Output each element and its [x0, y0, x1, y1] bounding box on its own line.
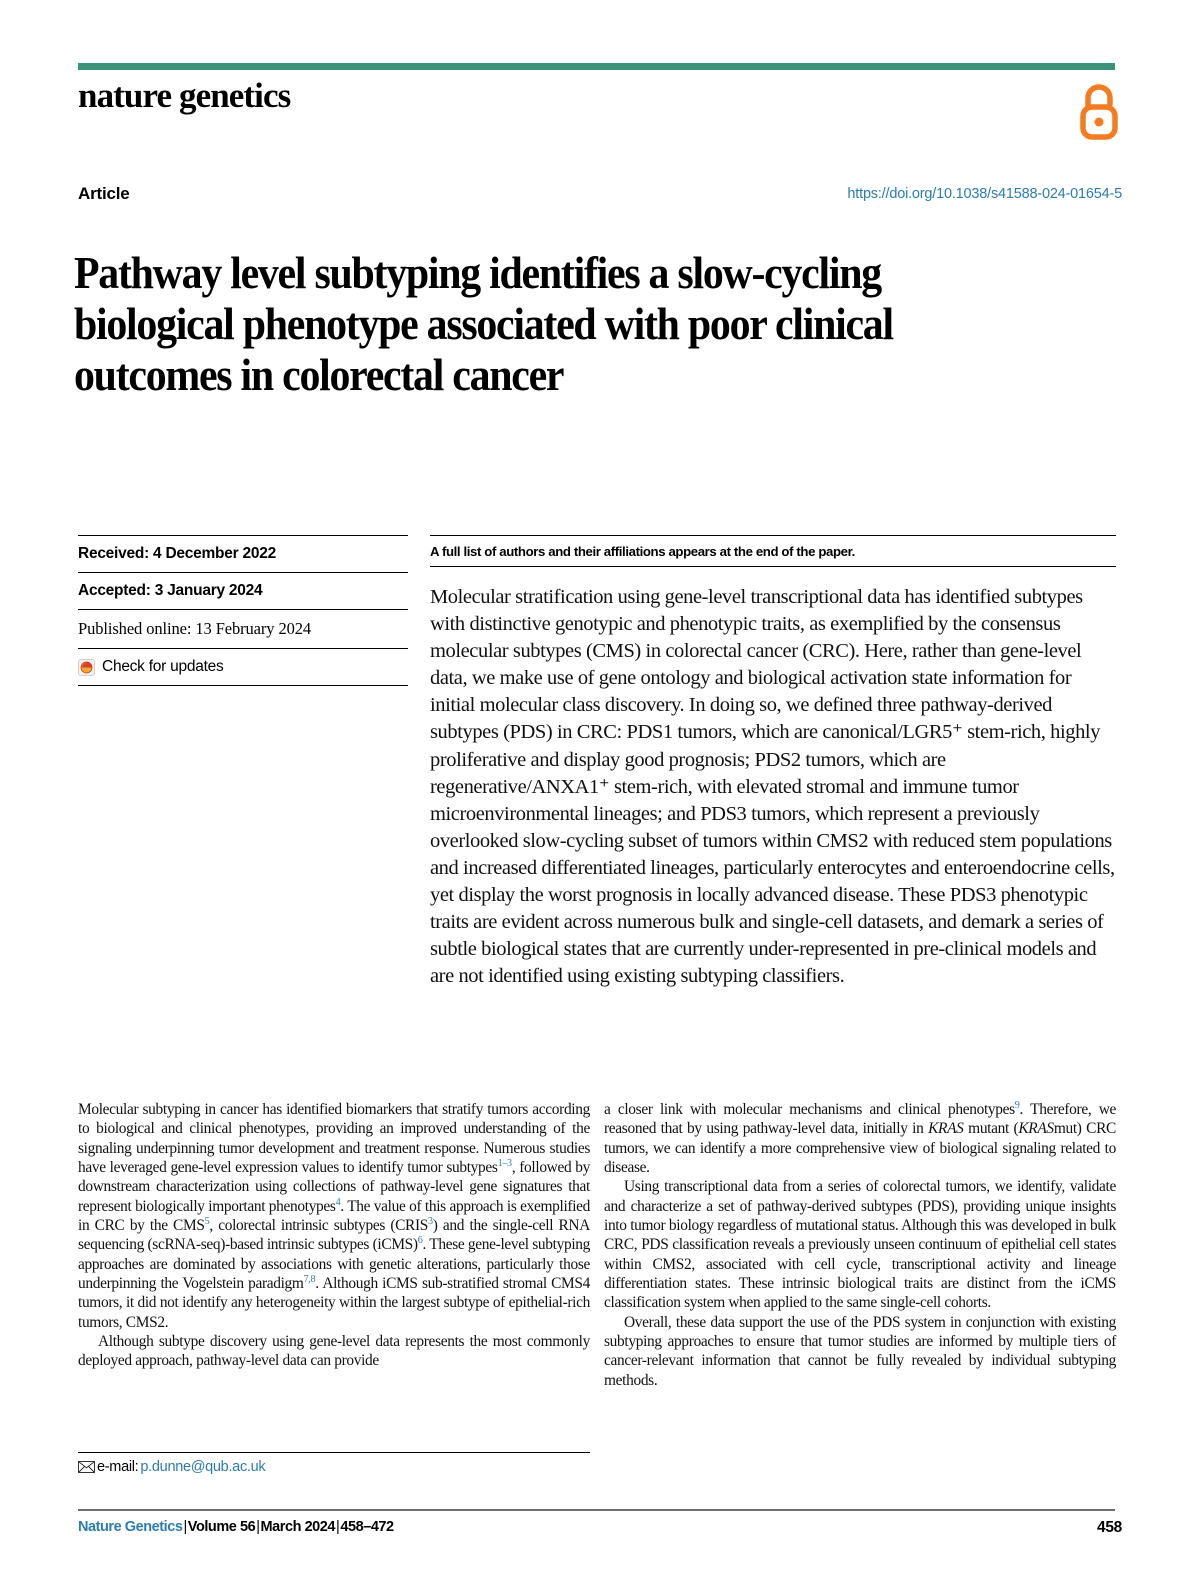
text-run: mutant (	[963, 1120, 1019, 1138]
reference-marker[interactable]: 1–3	[497, 1157, 512, 1169]
reference-marker[interactable]: 6	[417, 1235, 423, 1247]
abstract-text: Molecular stratification using gene-level transcriptional data has identified subtypes with distinctive genotypic and phenotypic traits, as exemplified by the consensus molecular subtypes (CMS) in colorectal cancer (CRC). Here, rather than gene-level data, we make use of gene ontology and biological activation state information for initial molecular class discovery. In doing so, we defined three pathway-derived subtypes (PDS) in CRC: PDS1 tumors, which are canonical/LGR5⁺ stem-rich, highly proliferative and display good prognosis; PDS2 tumors, which are regenerative/ANXA1⁺ stem-rich, with elevated stromal and immune tumor microenvironmental lineages; and PDS3 tumors, which represent a previously overlooked slow-cycling subset of tumors within CMS2 with reduced stem populations and increased differentiated lineages, particularly enterocytes and enteroendocrine cells, yet display the worst prognosis in locally advanced disease. These PDS3 phenotypic traits are evident across numerous bulk and single-cell datasets, and demark a series of subtle biological states that are currently under-represented in pre-clinical models and are not identified using existing subtyping classifiers.	[430, 586, 1115, 988]
footer-journal-name[interactable]: Nature Genetics	[78, 1519, 183, 1535]
published-online-date: Published online: 13 February 2024	[78, 609, 408, 648]
accepted-date: Accepted: 3 January 2024	[78, 572, 408, 609]
text-run: . The value of this approach is exemplified in CRC by the CMS	[78, 1197, 591, 1235]
paragraph-intro-2: Although subtype discovery using gene-level data represents the most commonly deployed approach, pathway-level data can provide	[78, 1333, 590, 1370]
reference-marker[interactable]: 3	[428, 1215, 433, 1227]
received-date: Received: 4 December 2022	[78, 535, 408, 572]
reference-marker[interactable]: 5	[204, 1215, 210, 1227]
corresponding-email-line	[78, 1459, 265, 1475]
page-title: Pathway level subtyping identifies a slow-cycling biological phenotype associated with poor clinical outcomes in colorectal cancer	[74, 248, 893, 401]
masthead-accent-bar	[78, 63, 1115, 70]
paragraph-intro-4: Using transcriptional data from a series of colorectal tumors, we identify, validate and characterize a set of pathway-derived subtypes (PDS), providing unique insights into tumor biology regardless of mutational status. Although this was developed in bulk CRC, PDS classification reveals a previously unseen continuum of epithelial cell states within CMS2, associated with cell cycle, transcriptional activity and lineage differentiation states. These intrinsic biological traits are distinct from the iCMS classification system when applied to the same single-cell cohorts.	[604, 1178, 1116, 1312]
footer-separator: |	[336, 1519, 340, 1535]
text-run: , followed by downstream characterization using collections of pathway-level gene signatures that represent biologically important phenotypes	[78, 1159, 590, 1215]
envelope-icon	[78, 1461, 95, 1473]
paragraph-intro-1	[78, 1100, 590, 1332]
text-run: . Therefore, we reasoned that by using pathway-level data, initially in	[604, 1101, 1116, 1138]
check-for-updates-label: Check for updates	[102, 658, 224, 675]
gene-name-kras: KRAS	[1018, 1120, 1054, 1138]
open-access-lock-icon	[1076, 84, 1122, 140]
doi-link[interactable]: https://doi.org/10.1038/s41588-024-01654-5	[847, 186, 1122, 202]
footer-divider	[78, 1509, 1115, 1511]
paragraph-intro-5: Overall, these data support the use of the PDS system in conjunction with existing subtyping approaches to ensure that tumor studies are informed by multiple tiers of cancer-relevant information that cannot be fully revealed by individual subtyping methods.	[604, 1313, 1116, 1389]
body-column-right	[604, 1100, 1116, 1390]
text-run: . These gene-level subtyping approaches are dominated by associations with genetic alterations, particularly those underpinning the Vogelstein paradigm	[78, 1236, 591, 1293]
body-column-left	[78, 1100, 590, 1371]
reference-marker[interactable]: 4	[335, 1196, 341, 1208]
reference-marker[interactable]: 7,8	[303, 1273, 316, 1285]
email-divider	[78, 1452, 590, 1453]
text-run: ) and the single-cell RNA sequencing (scRNA-seq)-based intrinsic subtypes (iCMS)	[78, 1217, 590, 1254]
crossmark-icon	[78, 659, 95, 676]
journal-masthead-title: nature genetics	[78, 76, 291, 115]
footer-separator: |	[256, 1519, 260, 1535]
gene-name-kras: KRAS	[928, 1120, 964, 1138]
footer-page-range: 458–472	[340, 1519, 394, 1535]
footer-separator: |	[183, 1519, 187, 1535]
text-run: . Although iCMS sub-stratified stromal CMS4 tumors, it did not identify any heterogeneity within the largest subtype of epithelial-rich tumors, CMS2.	[78, 1275, 590, 1331]
email-label: e-mail:	[97, 1459, 139, 1475]
reference-marker[interactable]: 9	[1014, 1099, 1020, 1111]
text-run: a closer link with molecular mechanisms and clinical phenotypes	[604, 1101, 1015, 1118]
footer-volume: Volume 56	[187, 1519, 256, 1535]
abstract-column	[430, 535, 1116, 990]
text-run: , colorectal intrinsic subtypes (CRIS	[209, 1217, 429, 1235]
text-run: Molecular subtyping in cancer has identified biomarkers that stratify tumors according to biological and clinical phenotypes, providing an improved understanding of the signaling underpinning tumor development and treatment response. Numerous studies have leveraged gene-level expression values to identify tumor subtypes	[78, 1101, 590, 1177]
email-link[interactable]: p.dunne@qub.ac.uk	[140, 1459, 266, 1475]
footer-date: March 2024	[260, 1519, 336, 1535]
text-run: mut) CRC tumors, we can identify a more comprehensive view of biological signaling related to disease.	[604, 1120, 1116, 1177]
authors-affiliations-note: A full list of authors and their affiliations appears at the end of the paper.	[430, 535, 1116, 567]
article-type-label: Article	[78, 184, 130, 203]
paragraph-intro-3	[604, 1100, 1116, 1177]
page-number: 458	[1097, 1519, 1122, 1536]
check-for-updates-button[interactable]	[78, 648, 408, 686]
footer-citation	[78, 1519, 394, 1535]
article-metadata-column	[78, 535, 408, 686]
